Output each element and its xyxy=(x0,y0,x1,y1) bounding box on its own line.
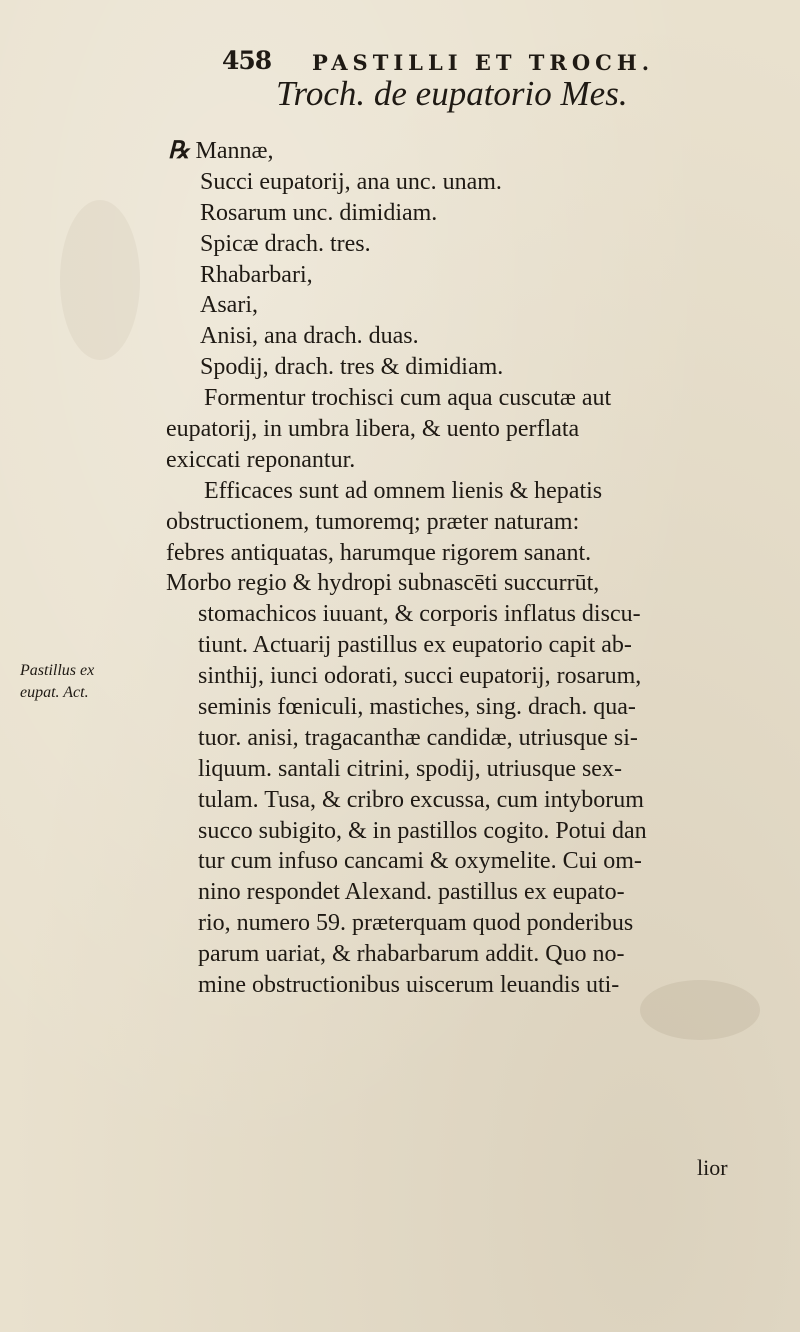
paragraph-line: stomachicos iuuant, & corporis inflatus discu- xyxy=(198,601,641,628)
section-title: Troch. de eupatorio Mes. xyxy=(276,74,628,113)
recipe-line: Succi eupatorij, ana unc. unam. xyxy=(200,168,502,195)
paragraph-line: tiunt. Actuarij pastillus ex eupatorio capit ab- xyxy=(198,632,632,659)
running-title: PASTILLI ET TROCH. xyxy=(312,50,655,75)
paragraph-line: exiccati reponantur. xyxy=(166,446,356,473)
paragraph-line: Formentur trochisci cum aqua cuscutæ aut xyxy=(204,385,612,412)
page-number: 458 xyxy=(222,46,272,75)
paragraph-line: Efficaces sunt ad omnem lienis & hepatis xyxy=(204,477,603,504)
recipe-line: Asari, xyxy=(200,292,258,319)
paragraph-line: tur cum infuso cancami & oxymelite. Cui om- xyxy=(198,848,642,875)
recipe-line-text: Mannæ, xyxy=(195,138,274,164)
paragraph-line: sinthij, iunci odorati, succi eupatorij, rosarum, xyxy=(198,663,642,690)
paragraph-line: succo subigito, & in pastillos cogito. Potui dan xyxy=(198,817,647,844)
paragraph-line: tulam. Tusa, & cribro excussa, cum intyborum xyxy=(198,786,644,813)
paragraph-line: nino respondet Alexand. pastillus ex eupato- xyxy=(198,879,625,906)
recipe-line: Spodij, drach. tres & dimidiam. xyxy=(200,354,504,381)
margin-note-line: Pastillus ex xyxy=(20,662,95,679)
paragraph-line: tuor. anisi, tragacanthæ candidæ, utriusque si- xyxy=(198,724,638,751)
paragraph-line: liquum. santali citrini, spodij, utriusque sex- xyxy=(198,755,622,782)
main-text xyxy=(166,136,771,1001)
paragraph-line: rio, numero 59. præterquam quod ponderibus xyxy=(198,910,634,937)
rx-symbol: ℞ xyxy=(168,138,190,164)
margin-note-line: eupat. Act. xyxy=(20,684,89,701)
recipe-line: Rosarum unc. dimidiam. xyxy=(200,199,438,226)
paragraph-line: mine obstructionibus uiscerum leuandis uti- xyxy=(198,972,620,999)
margin-note xyxy=(20,660,150,704)
paragraph-line: obstructionem, tumoremq; præter naturam: xyxy=(166,508,580,535)
catchword: lior xyxy=(697,1155,728,1180)
recipe-line xyxy=(166,136,771,167)
paragraph-line: parum uariat, & rhabarbarum addit. Quo no- xyxy=(198,941,625,968)
paragraph-line: febres antiquatas, harumque rigorem sanant. xyxy=(166,539,592,566)
paragraph-line: seminis fœniculi, mastiches, sing. drach. qua- xyxy=(198,694,636,721)
recipe-line: Spicæ drach. tres. xyxy=(200,230,371,257)
paragraph-line: Morbo regio & hydropi subnascēti succurrūt, xyxy=(166,570,600,597)
recipe-line: Rhabarbari, xyxy=(200,261,313,288)
paragraph-line: eupatorij, in umbra libera, & uento perflata xyxy=(166,416,580,443)
recipe-line: Anisi, ana drach. duas. xyxy=(200,323,419,350)
paper-stain xyxy=(60,200,140,360)
